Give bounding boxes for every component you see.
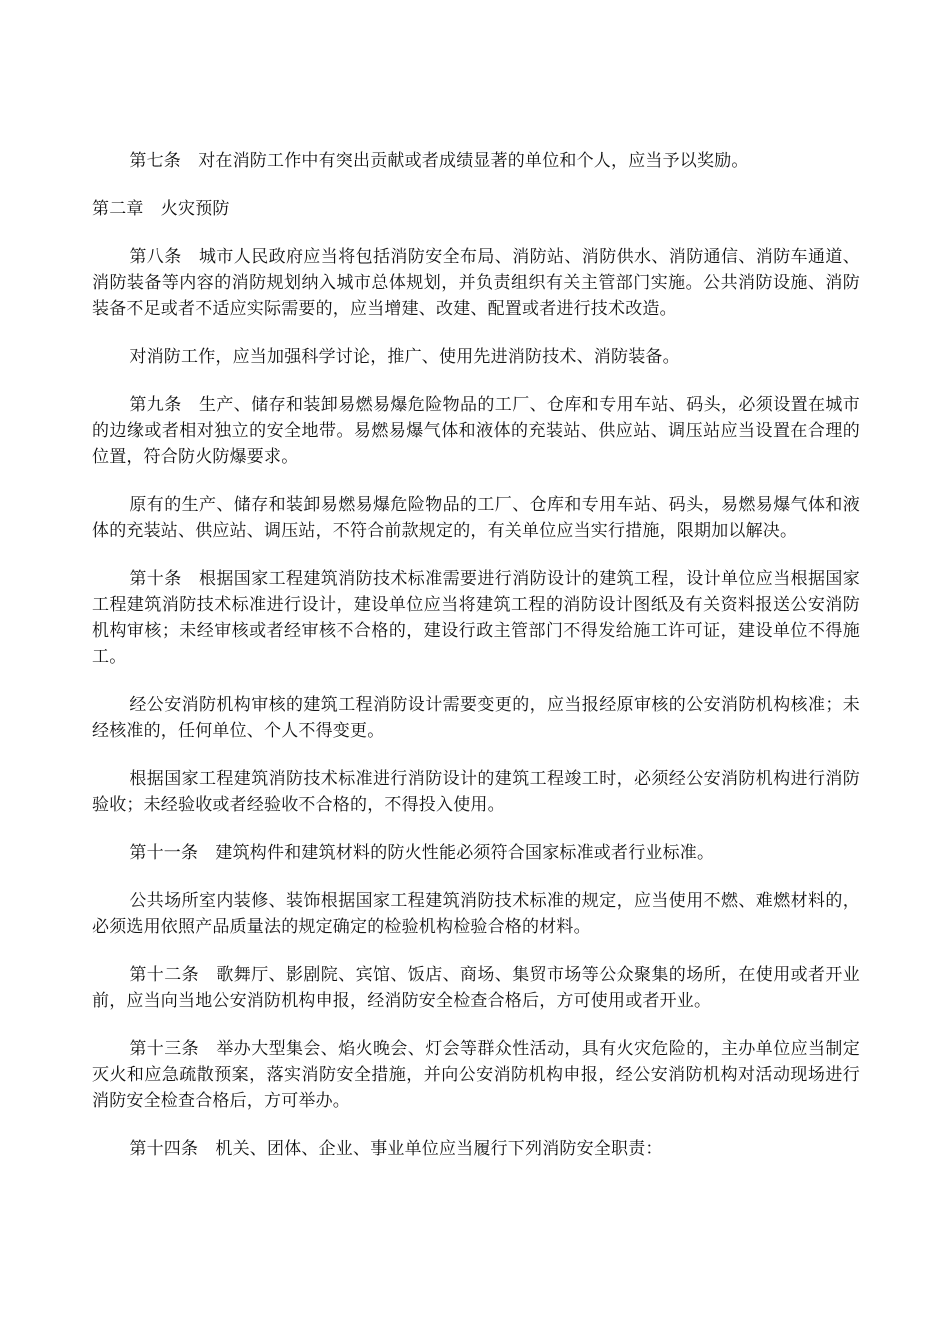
document-body: [92, 148, 860, 1184]
chapter-2-heading: 第二章 火灾预防: [92, 199, 230, 219]
article-8: 第八条 城市人民政府应当将包括消防安全布局、消防站、消防供水、消防通信、消防车通道、消防装备等内容的消防规划纳入城市总体规划，并负责组织有关主管部门实施。公共消防设施、消防装备不足或者不适应实际需要的，应当增建、改建、配置或者进行技术改造。: [92, 247, 860, 319]
article-7: 第七条 对在消防工作中有突出贡献或者成绩显著的单位和个人，应当予以奖励。: [129, 151, 749, 171]
article-8-paragraph-2: 对消防工作，应当加强科学讨论，推广、使用先进消防技术、消防装备。: [129, 347, 680, 367]
article-12: 第十二条 歌舞厅、影剧院、宾馆、饭店、商场、集贸市场等公众聚集的场所，在使用或者开业前，应当向当地公安消防机构申报，经消防安全检查合格后，方可使用或者开业。: [92, 965, 860, 1011]
article-9-paragraph-2: 原有的生产、储存和装卸易燃易爆危险物品的工厂、仓库和专用车站、码头，易燃易爆气体和液体的充装站、供应站、调压站，不符合前款规定的，有关单位应当实行措施，限期加以解决。: [92, 495, 860, 541]
article-11: 第十一条 建筑构件和建筑材料的防火性能必须符合国家标准或者行业标准。: [129, 843, 715, 863]
article-11-paragraph-2: 公共场所室内装修、装饰根据国家工程建筑消防技术标准的规定，应当使用不燃、难燃材料的，必须选用依照产品质量法的规定确定的检验机构检验合格的材料。: [92, 891, 860, 937]
article-13: 第十三条 举办大型集会、焰火晚会、灯会等群众性活动，具有火灾危险的，主办单位应当制定灭火和应急疏散预案，落实消防安全措施，并向公安消防机构申报，经公安消防机构对活动现场进行消防安全检查合格后，方可举办。: [92, 1039, 860, 1111]
article-10-paragraph-2: 经公安消防机构审核的建筑工程消防设计需要变更的，应当报经原审核的公安消防机构核准；未经核准的，任何单位、个人不得变更。: [92, 695, 860, 741]
article-14: 第十四条 机关、团体、企业、事业单位应当履行下列消防安全职责：: [129, 1139, 663, 1159]
article-10: 第十条 根据国家工程建筑消防技术标准需要进行消防设计的建筑工程，设计单位应当根据国家工程建筑消防技术标准进行设计，建设单位应当将建筑工程的消防设计图纸及有关资料报送公安消防机构审核；未经审核或者经审核不合格的，建设行政主管部门不得发给施工许可证，建设单位不得施工。: [92, 569, 860, 667]
article-9: 第九条 生产、储存和装卸易燃易爆危险物品的工厂、仓库和专用车站、码头，必须设置在城市的边缘或者相对独立的安全地带。易燃易爆气体和液体的充装站、供应站、调压站应当设置在合理的位置，符合防火防爆要求。: [92, 395, 860, 467]
article-10-paragraph-3: 根据国家工程建筑消防技术标准进行消防设计的建筑工程竣工时，必须经公安消防机构进行消防验收；未经验收或者经验收不合格的，不得投入使用。: [92, 769, 860, 815]
